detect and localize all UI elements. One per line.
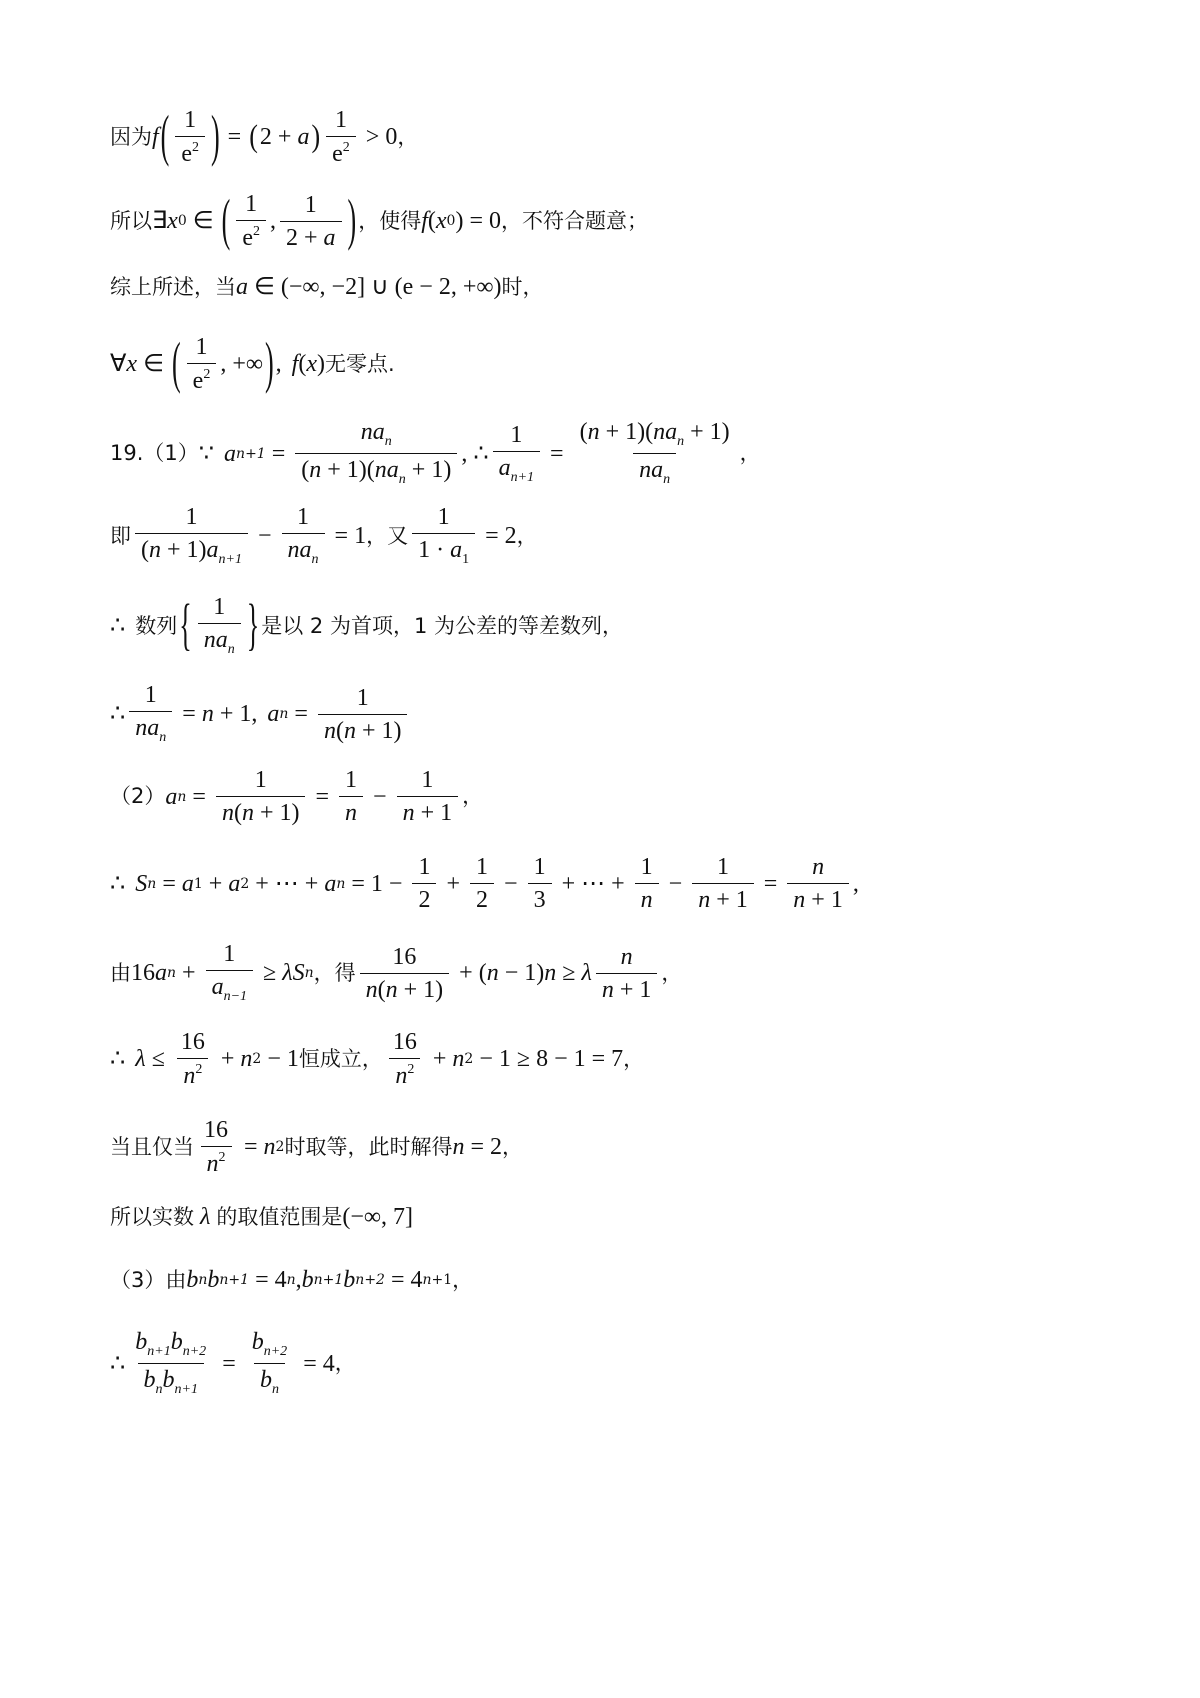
line-9: （2） a n = $\frac{1}{n(n + 1)}$ = $\frac{1}{n}$ − $\frac{1}{n + 1}$ ， <box>110 767 484 826</box>
text: 是以 2 为首项，1 为公差的等差数列， <box>261 613 623 638</box>
line-3: 综上所述，当 a ∈ (−∞, −2] ∪ (e − 2, +∞) 时， <box>110 274 544 300</box>
text: ， <box>661 960 683 985</box>
text: ，又 <box>366 523 409 548</box>
text: 数列 <box>135 613 178 638</box>
line-6: 即 $\frac{1}{(n + 1)a_{n+1}}$ − $\frac{1}{na_n}$ = 1 ，又 $\frac{1}{1 \cdot a_1}$ = 2 ， <box>110 504 538 567</box>
text: ， <box>739 441 761 465</box>
part-label: （2） <box>110 784 166 808</box>
line-13: 当且仅当 $\frac{16}{n^2}$ = n 2 时取等，此时解得 n = 2 ， <box>110 1117 524 1177</box>
text: ，使得 <box>358 208 422 233</box>
line-1: 因为 f ( $\frac{1}{e^2}$ ) = ( 2 + a ) $\frac{1}{e^2}$ > 0 ， <box>110 104 419 168</box>
text: 因为 <box>110 124 152 149</box>
text: 即 <box>110 523 131 548</box>
line-10: ∴ S n = a 1 + a 2 + ⋯ + a n = 1 − $\frac{1}{2}$ + $\frac{1}{2}$ − $\frac{1}{3}$ + ⋯ + $\frac{1}{n}$ − $\frac{1}{n + 1}$ = $\frac{n}{n + 1}$ , <box>110 854 859 913</box>
text: 恒成立， <box>298 1046 383 1071</box>
text: 时取等，此时解得 <box>284 1134 453 1159</box>
text: ， <box>452 1267 474 1292</box>
part-label: （3）由 <box>110 1267 187 1292</box>
text: 无零点. <box>324 351 395 376</box>
text: 综上所述，当 <box>110 274 236 299</box>
text: ，不符合题意； <box>501 208 648 233</box>
line-16: ∴ $\frac{b_{n+1}b_{n+2}}{b_nb_{n+1}}$ = $\frac{b_{n+2}}{b_n}$ = 4 ， <box>110 1329 356 1397</box>
text: ， <box>623 1046 645 1071</box>
text: ，得 <box>313 960 356 985</box>
line-5: 19.（1） ∵ a n+1 = $\frac{na_n}{(n + 1)(na_n + 1)}$ , ∴ $\frac{1}{a_{n+1}}$ = $\frac{(n + 1)(na_n + 1)}{na_n}$ ， <box>110 419 761 487</box>
text: 时， <box>501 274 544 299</box>
text: 当且仅当 <box>110 1134 194 1159</box>
line-4: ∀ x ∈ ( $\frac{1}{e^2}$ , +∞ ) , f ( x ) 无零点. <box>110 331 395 395</box>
line-14: 所以实数 λ 的取值范围是 (−∞, 7] <box>110 1204 414 1230</box>
line-8: ∴ $\frac{1}{na_n}$ = n + 1, a n = $\frac{1}{n(n + 1)}$ <box>110 683 411 745</box>
line-12: ∴ λ ≤ $\frac{16}{n^2}$ + n 2 − 1 恒成立， $\frac{16}{n^2}$ + n 2 − 1 ≥ 8 − 1 = 7 ， <box>110 1029 645 1089</box>
line-7: ∴ 数列 { $\frac{1}{na_n}$ } 是以 2 为首项，1 为公差的等差数列， <box>110 593 623 657</box>
text: ， <box>462 784 484 808</box>
text: 所以 <box>110 208 152 233</box>
text: 所以实数 <box>110 1204 194 1229</box>
text: ， <box>502 1134 524 1159</box>
text: 由 <box>110 960 131 985</box>
text: ， <box>334 1351 356 1375</box>
text: ， <box>516 523 538 548</box>
line-2: 所以 ∃ x 0 ∈ ( $\frac{1}{e^2}$ , $\frac{1}{2 + a}$ ) ，使得 f ( x 0 ) = 0 ，不符合题意； <box>110 188 648 252</box>
text: ， <box>397 124 419 149</box>
line-15: （3）由 b n b n+1 = 4 n , b n+1 b n+2 = 4 n+1 ， <box>110 1267 474 1293</box>
text: 的取值范围是 <box>216 1204 343 1229</box>
line-11: 由 16 a n + $\frac{1}{a_{n-1}}$ ≥ λS n ，得 $\frac{16}{n(n + 1)}$ + ( n − 1) n ≥ λ $\frac{n}{n + 1}$ ， <box>110 941 683 1004</box>
question-label: 19.（1） <box>110 441 199 465</box>
